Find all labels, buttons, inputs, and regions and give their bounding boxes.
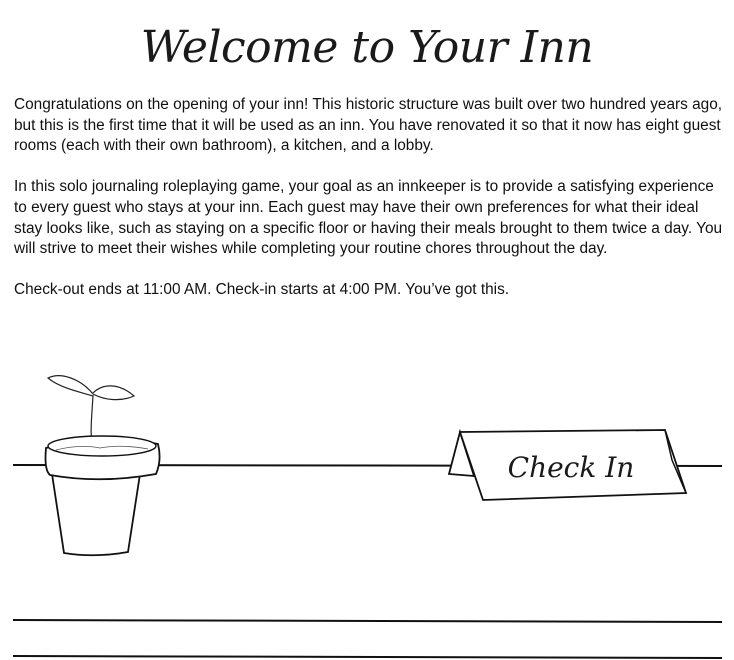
writing-line-2	[13, 656, 722, 658]
check-in-sign[interactable]	[449, 430, 686, 500]
counter-scene	[0, 360, 734, 660]
intro-paragraph-2: In this solo journaling roleplaying game, your goal as an innkeeper is to provide a satisfying experience to every guest who stays at your inn. Each guest may have their own preferences for what their ideal stay looks like, such as staying on a specific floor or having their meals brought to them twice a day. You will strive to meet their wishes while completing your routine chores throughout the day.	[14, 178, 723, 258]
intro-text	[14, 95, 726, 322]
counter-illustration	[0, 360, 734, 660]
plant-pot-icon	[46, 376, 160, 556]
check-in-label: Check In	[507, 451, 635, 484]
intro-paragraph-1: Congratulations on the opening of your inn! This historic structure was built over two hundred years ago, but this is the first time that it will be used as an inn. You have renovated it so that it now has eight guest rooms (each with their own bathroom), a kitchen, and a lobby.	[14, 96, 723, 155]
writing-line-1	[13, 620, 722, 622]
intro-paragraph-3: Check-out ends at 11:00 AM. Check-in starts at 4:00 PM. You’ve got this.	[14, 281, 510, 299]
page-title: Welcome to Your Inn	[140, 22, 594, 73]
